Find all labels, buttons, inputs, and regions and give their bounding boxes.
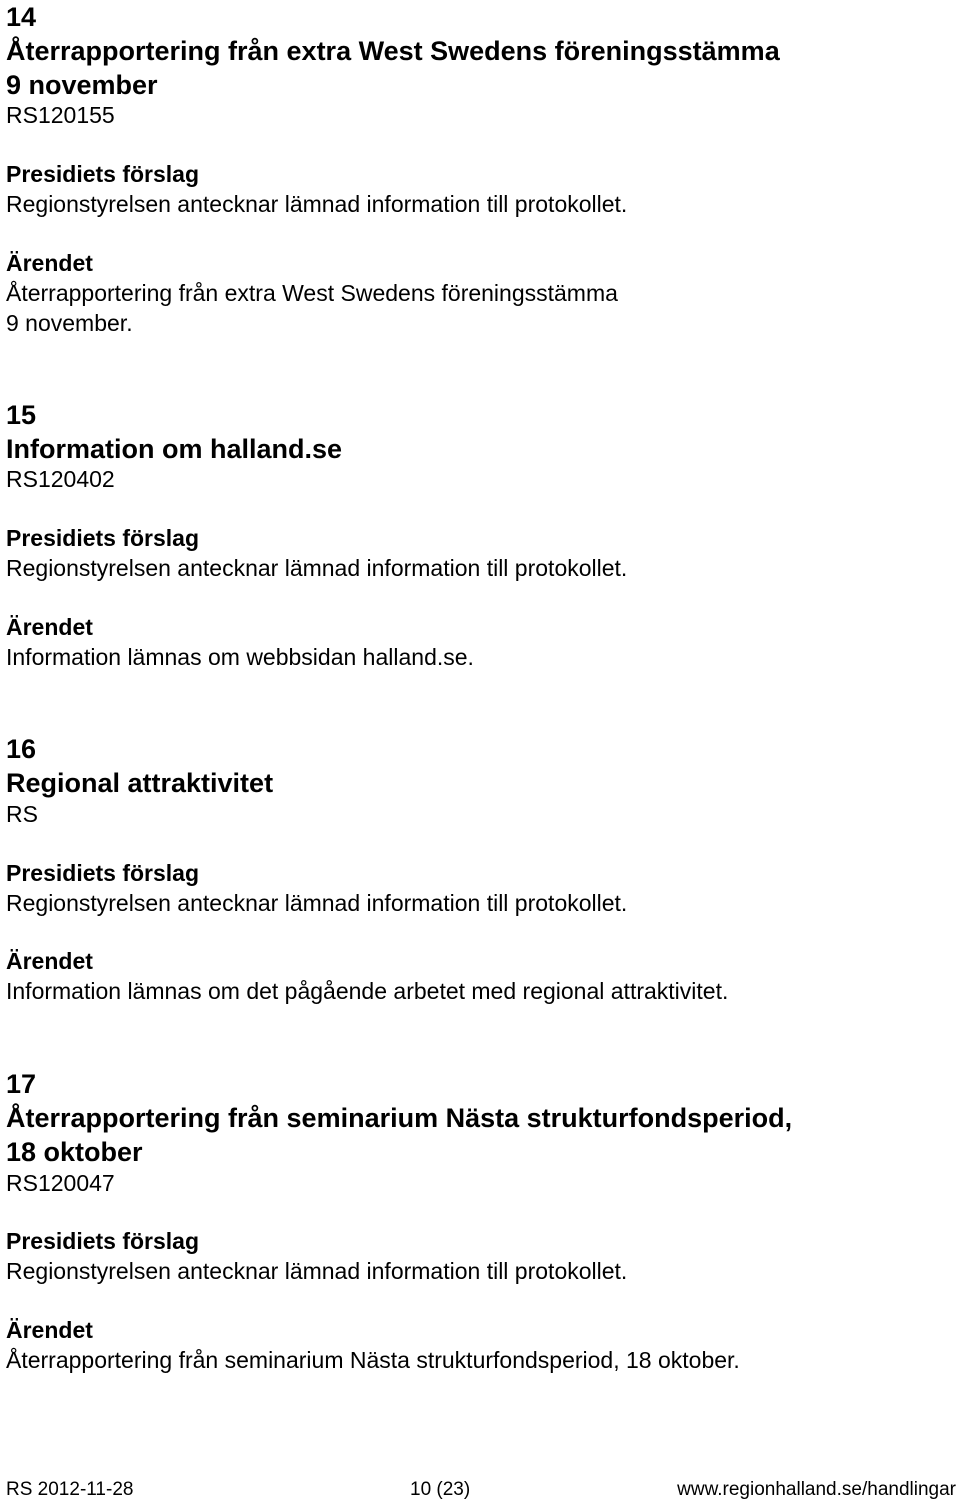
proposal-text: Regionstyrelsen antecknar lämnad information till protokollet. [6, 555, 628, 581]
item-title: 18 oktober [6, 1137, 143, 1167]
proposal-text: Regionstyrelsen antecknar lämnad information till protokollet. [6, 890, 628, 916]
item-number: 14 [6, 2, 37, 32]
matter-text: Information lämnas om det pågående arbetet med regional attraktivitet. [6, 978, 729, 1004]
item-title: 9 november [6, 70, 158, 100]
matter-heading: Ärendet [6, 250, 93, 276]
item-ref: RS120047 [6, 1170, 115, 1196]
footer-url: www.regionhalland.se/handlingar [677, 1479, 956, 1500]
item-ref: RS120155 [6, 102, 115, 128]
item-title: Regional attraktivitet [6, 768, 274, 798]
item-ref: RS120402 [6, 466, 115, 492]
matter-heading: Ärendet [6, 1317, 93, 1343]
item-ref: RS [6, 801, 38, 827]
item-title: Återrapportering från extra West Swedens föreningsstämma [6, 36, 780, 66]
proposal-heading: Presidiets förslag [6, 1228, 200, 1254]
item-number: 15 [6, 400, 37, 430]
matter-heading: Ärendet [6, 948, 93, 974]
proposal-text: Regionstyrelsen antecknar lämnad information till protokollet. [6, 1258, 628, 1284]
proposal-heading: Presidiets förslag [6, 860, 200, 886]
proposal-heading: Presidiets förslag [6, 525, 200, 551]
matter-text: Återrapportering från seminarium Nästa strukturfondsperiod, 18 oktober. [6, 1347, 740, 1373]
matter-text: Information lämnas om webbsidan halland.se. [6, 644, 474, 670]
footer-page-number: 10 (23) [410, 1479, 471, 1500]
footer-date: RS 2012-11-28 [6, 1479, 134, 1500]
matter-text: 9 november. [6, 310, 133, 336]
item-number: 16 [6, 734, 37, 764]
item-title: Återrapportering från seminarium Nästa strukturfondsperiod, [6, 1103, 793, 1133]
item-title: Information om halland.se [6, 434, 343, 464]
matter-text: Återrapportering från extra West Swedens föreningsstämma [6, 280, 618, 306]
item-number: 17 [6, 1069, 37, 1099]
matter-heading: Ärendet [6, 614, 93, 640]
proposal-heading: Presidiets förslag [6, 161, 200, 187]
proposal-text: Regionstyrelsen antecknar lämnad information till protokollet. [6, 191, 628, 217]
